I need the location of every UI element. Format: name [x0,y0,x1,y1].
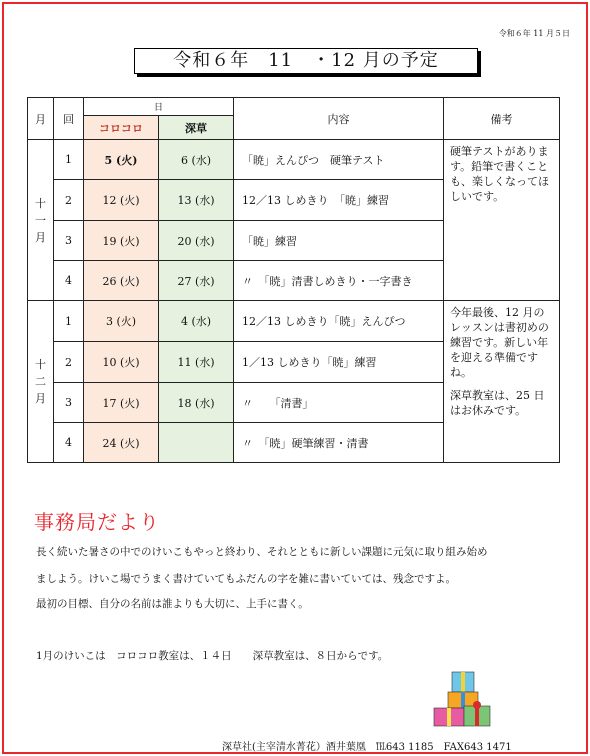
round-number: 1 [54,301,84,342]
lesson-content: 「暁」練習 [234,221,444,261]
korokoro-date: 19 (火) [84,221,159,261]
round-number: 2 [54,180,84,221]
header-korokoro: コロコロ [84,116,159,140]
fukakusa-date: 20 (水) [159,221,234,261]
fukakusa-date: 27 (水) [159,261,234,301]
january-schedule: 1月のけいこは コロコロ教室は、１４日 深草教室は、８日からです。 [36,650,389,662]
header-day: 日 [84,98,234,116]
news-line: ましよう。けいこ場でうまく書けていてもふだんの字を雑に書いていては、残念ですよ。 [36,573,456,585]
korokoro-date: 26 (火) [84,261,159,301]
korokoro-date: 3 (火) [84,301,159,342]
fukakusa-date: 11 (水) [159,342,234,383]
lesson-content: 12／13 しめきり「暁」えんぴつ [234,301,444,342]
lesson-content: 1／13 しめきり「暁」練習 [234,342,444,383]
issue-date: 令和６年 11 月５日 [498,29,570,38]
month-notes: 硬筆テストがあります。鉛筆で書くことも、楽しくなってほしいです。 [444,140,560,301]
korokoro-date: 12 (火) [84,180,159,221]
header-month: 月 [28,98,54,140]
header-fukakusa: 深草 [159,116,234,140]
round-number: 2 [54,342,84,383]
korokoro-date: 5 (火) [84,140,159,180]
footer-contact: 深草社(主宰清水菁花）酒井葉凰 ℡643 1185 FAX643 1471 [222,742,512,753]
lesson-content: 〃 「暁」清書しめきり・一字書き [234,261,444,301]
fukakusa-date: 18 (水) [159,383,234,423]
header-content: 内容 [234,98,444,140]
round-number: 3 [54,383,84,423]
table-row [28,301,560,342]
gift-boxes-illustration [428,668,496,732]
round-number: 1 [54,140,84,180]
header-round: 回 [54,98,84,140]
korokoro-date: 24 (火) [84,423,159,463]
table-row [28,140,560,180]
header-notes: 備考 [444,98,560,140]
news-title: 事務局だより [34,510,160,534]
news-line: 長く続いた暑さの中でのけいこもやっと終わり、それとともに新しい課題に元気に取り組み始め [36,546,488,558]
lesson-content: 〃 「清書」 [234,383,444,423]
news-line: 最初の目標、自分の名前は誰よりも大切に、上手に書く。 [36,598,309,610]
korokoro-date: 17 (火) [84,383,159,423]
schedule-table [27,97,560,463]
fukakusa-date: 4 (水) [159,301,234,342]
page-title: 令和６年 11 ・12 月の予定 [134,48,478,74]
fukakusa-date: 13 (水) [159,180,234,221]
month-label: 十 一 月 [28,140,54,301]
lesson-content: 12／13 しめきり 「暁」練習 [234,180,444,221]
lesson-content: 〃 「暁」硬筆練習・清書 [234,423,444,463]
round-number: 3 [54,221,84,261]
korokoro-date: 10 (火) [84,342,159,383]
round-number: 4 [54,423,84,463]
month-notes: 今年最後、12 月のレッスンは書初めの練習です。新しい年を迎える準備ですね。 深草教室は、25 日はお休みです。 [444,301,560,463]
fukakusa-date: 6 (水) [159,140,234,180]
round-number: 4 [54,261,84,301]
month-label: 十 二 月 [28,301,54,463]
fukakusa-date [159,423,234,463]
lesson-content: 「暁」えんぴつ 硬筆テスト [234,140,444,180]
